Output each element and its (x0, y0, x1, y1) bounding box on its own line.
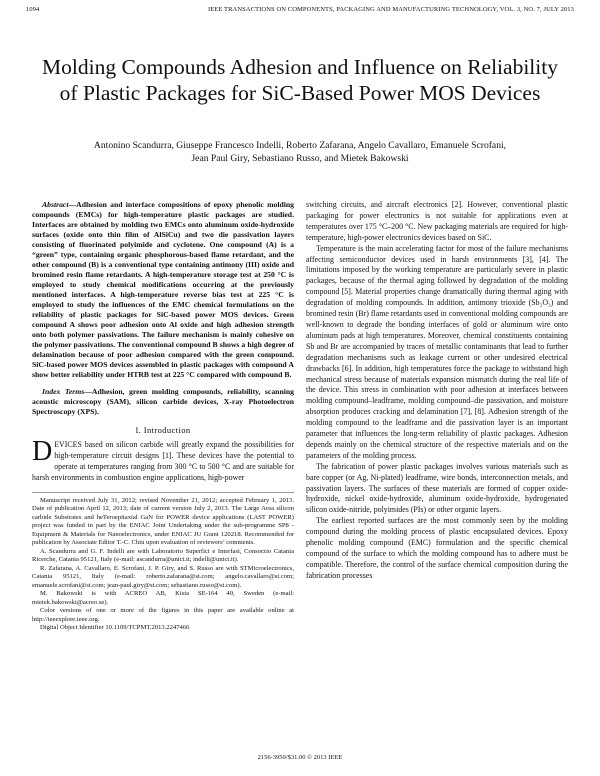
author-line: Jean Paul Giry, Sebastiano Russo, and Mietek Bakowski (191, 153, 409, 164)
intro-paragraph (32, 435, 294, 484)
left-column (32, 200, 294, 633)
body-paragraph: The fabrication of power plastic packages involves various materials such as bare copper (or Ag, Ni-plated) leadframe, wire bonds, interconnection metals, and passivation layers. The surfaces of these materials are formed of copper oxide-hydroxide, nickel oxide-hydroxide, aluminum oxide-hydroxide, hydrogenated silicon oxide-nitride, polyimides (PIs) or other organic layers. (306, 461, 568, 515)
footnote: Color versions of one or more of the figures in this paper are available online at http://ieeexplore.ieee.org. (32, 607, 294, 623)
drop-cap: D (32, 435, 53, 467)
index-terms-text: Adhesion, green molding compounds, reliability, scanning acoustic microscopy (SAM), silicon carbide devices, X-ray Photoelectron Spectroscopy (XPS). (32, 387, 294, 416)
abstract (32, 200, 294, 380)
section-heading: I. Introduction (135, 425, 191, 435)
page-number: 1094 (26, 6, 40, 13)
footnotes (32, 492, 294, 633)
author-line: Antonino Scandurra, Giuseppe Francesco Indelli, Roberto Zafarana, Angelo Cavallaro, Emanuele Scrofani, (93, 140, 507, 151)
footnote: M. Bakowski is with ACREO AB, Kista SE-164 40, Sweden (e-mail: mietek.bakowski@acreo.se). (32, 590, 294, 606)
footnote: Manuscript received July 31, 2012; revised November 21, 2012; accepted February 1, 2013. Date of publication April 12, 2013; date of current version July 2, 2013. The Large Area silicon carbide Substrates and heTeroepitaxial GaN for POWER device applications (LAST POWER) project was funded in part by the ENIAC Joint Undertaking under the sub-programme SP8 - Equipment & Materials for Nanoelectronics, under ENIAC JU Grant 120218. Recommended for publication by Associate Editor T.-C. Chiu upon evaluation of reviewers’ comments. (32, 496, 294, 547)
abstract-text: Adhesion and interface compositions of epoxy phenolic molding compounds (EMCs) for high-temperature plastic packages are studied. Interfaces are obtained by molding two EMCs onto aluminum oxide-hydroxide surfaces (oxide onto thin film of AlSiCu) and two die passivation layers consisting of fluorinated polyimide and cyclotene. One compound (A) is a “green” type, containing organic phosphorous-based flame retardant, and the other compound (B) is a conventional type containing antimony (III) oxide and bromined resin flame retardants. A high-temperature storage test at 250 °C is employed to study chemical modifications occurring at the previously mentioned interfaces. A high-temperature reverse bias test at 225 °C is employed to study the influences of the EMC chemical formulations on the reliability of plastic packages for SiC-based power MOS devices. Green compound A shows poor adhesion onto Al oxide and high adhesion strength onto both polymer passivations. The failure mechanism is mainly cohesive on the polymer passivations. The conventional compound B shows a high degree of delamination because of poor adhesion compared with the green compound. SiC-based power MOS devices assembled in plastic packages with compound A show better reliability under HTRB test at 225 °C compared with compound B. (32, 200, 294, 379)
running-header (26, 6, 574, 13)
journal-name: IEEE TRANSACTIONS ON COMPONENTS, PACKAGING AND MANUFACTURING TECHNOLOGY, VOL. 3, NO. 7, JULY 2013 (207, 6, 574, 13)
footnote: A. Scandurra and G. F. Indelli are with Laboratorio Superfici e Interfasi, Consorzio Catania Ricerche, Catania 95121, Italy (e-mail: ascandurra@unict.it; indelli@unict.it). (32, 547, 294, 564)
body-paragraph: switching circuits, and aircraft electronics [2]. However, conventional plastic packaging for power electronics is not suitable for applications even at temperatures over 175 °C–200 °C. New packaging materials are required for high-temperature, high-power electronics devices based on SiC. (306, 200, 568, 242)
body-paragraph: Temperature is the main accelerating factor for most of the failure mechanisms affecting semiconductor devices used in harsh environments [3], [4]. The limitations imposed by the working temperature are particularly severe in plastic packages, because of the thermal aging followed by degradation of the molding compound [5]. Material properties change dramatically during thermal aging with degradation of molding compounds. In addition, antimony trioxide (Sb₂O₃) and bromined resin (Br) flame retardants used in conventional molding compounds are well-known to degrade the bonding interfaces of gold or aluminum wire onto aluminum pads at high temperatures. Moreover, chemical constituents containing Sb and Br are accompanied by traces of metallic contaminants that lead to further degradation mechanisms such as leakage current or other undesired electrical drawbacks [6]. In addition, high temperatures force the package to withstand high mechanical stress because of materials expansion mismatch during the real life of the device. This stress in combination with poor adhesion at interfaces between molding compound–leadframe, molding compound–die passivation, and moisture absorption produces cracking and delamination [7], [8]. Adhesion strength of the molding compound to the leadframe and die passivation layer is an important parameter that influences the long-term reliability of plastic packages. Adhesion depends mainly on the chemical structure of the respective materials and on the parameters of the molding process. (306, 243, 568, 460)
copyright-footer: 2156-3950/$31.00 © 2013 IEEE (257, 754, 343, 761)
right-column (306, 200, 568, 582)
footnote: R. Zafarana, A. Cavallaro, E. Scrofani, J. P. Giry, and S. Russo are with STMicroelectronics, Catania 95121, Italy (e-mail: roberto.zafarana@st.com; angelo.cavallaro@st.com; emanuele.scrofani@st.com; jean-paul.giry@st.com; sebastiano.russo@st.com). (32, 564, 294, 589)
index-terms (32, 387, 294, 417)
footnote: Digital Object Identifier 10.1109/TCPMT.2013.2247466 (40, 624, 190, 632)
abstract-label: Abstract— (42, 200, 77, 209)
body-paragraph: The earliest reported surfaces are the most commonly seen by the molding compound during the molding process of plastic encapsulated devices. Epoxy phenolic molding compound (EMC) formulation and the specific chemical compound of the surface to which the molding compound has to adhere must be compatible. Therefore, the control of the surface chemical composition during the fabrication processes (306, 516, 568, 580)
intro-first-word: EVICES (54, 439, 82, 449)
paper-title: Molding Compounds Adhesion and Influence on Reliability of Plastic Packages for SiC-Based Power MOS Devices (42, 55, 558, 105)
index-terms-label: Index Terms— (42, 387, 92, 396)
intro-text: based on silicon carbide will greatly expand the possibilities for high-temperature circuit designs [1]. These devices have the potential to operate at temperatures ranging from 300 °C to 500 °C and are suitable for harsh environments in combustion engine applications, high-power (32, 439, 294, 482)
author-list (40, 139, 560, 165)
